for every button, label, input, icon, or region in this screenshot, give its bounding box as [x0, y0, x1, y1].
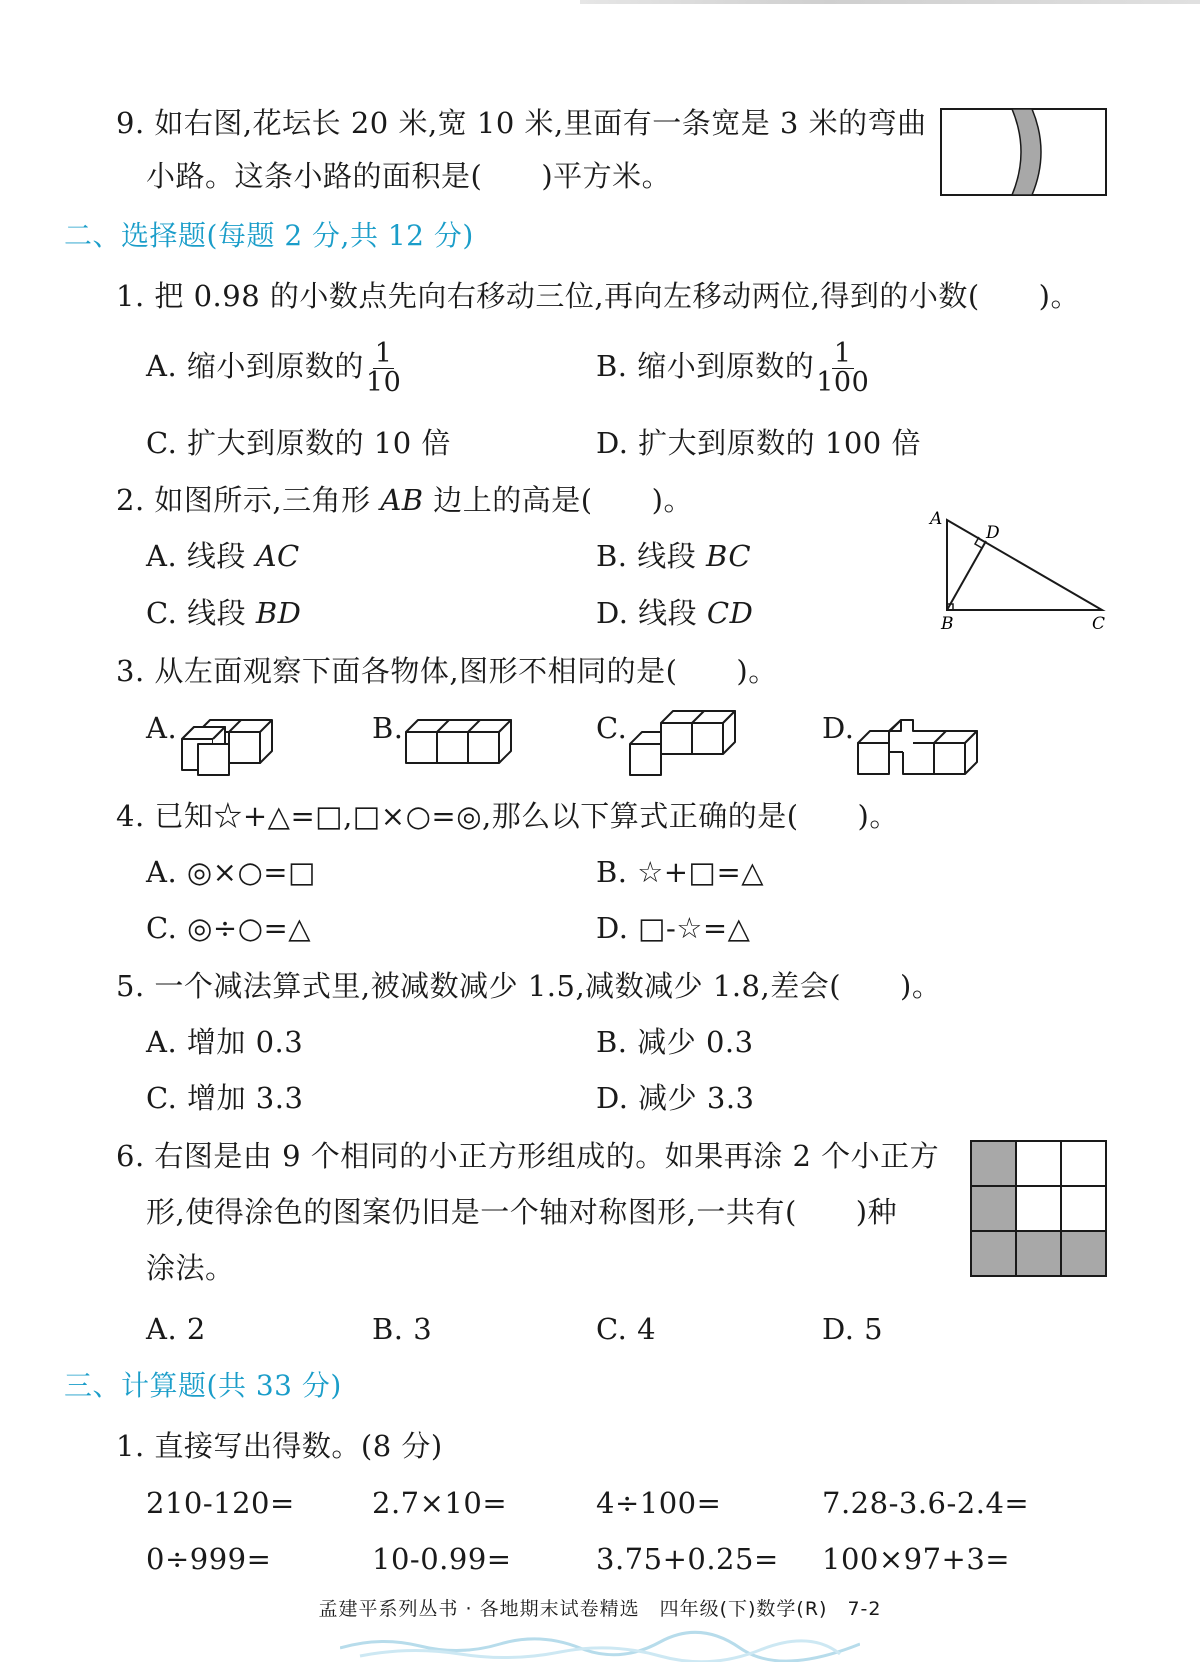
- calc-item: 7.28-3.6-2.4=: [822, 1486, 1030, 1520]
- mc-q2-option-a: [146, 538, 300, 574]
- cube-figure-c: [628, 708, 738, 776]
- mc-q4-option-a: A. ◎×○=□: [146, 855, 316, 889]
- mc-q3-option-a-label: A.: [146, 711, 178, 745]
- mc-q5-stem: 5. 一个减法算式里,被减数减少 1.5,减数减少 1.8,差会( )。: [116, 969, 942, 1003]
- calc-item: 210-120=: [146, 1486, 295, 1520]
- mc-q6-line1: 6. 右图是由 9 个相同的小正方形组成的。如果再涂 2 个小正方: [116, 1139, 940, 1173]
- mc-q3-stem: 3. 从左面观察下面各物体,图形不相同的是( )。: [116, 654, 778, 688]
- mc-q1-option-c: C. 扩大到原数的 10 倍: [146, 426, 451, 460]
- grid-cell-shaded: [971, 1141, 1016, 1186]
- calc-item: 10-0.99=: [372, 1542, 512, 1576]
- mc-q2-stem-segment: AB: [380, 483, 424, 517]
- fraction-numerator: 1: [374, 337, 393, 369]
- mc-q6-line2: 形,使得涂色的图案仍旧是一个轴对称图形,一共有( )种: [146, 1195, 898, 1229]
- mc-q1-option-a-text: A. 缩小到原数的: [146, 349, 364, 383]
- mc-q2-stem: [116, 482, 693, 518]
- label-c: C: [1092, 614, 1106, 634]
- mc-q3-option-b-label: B.: [372, 711, 404, 745]
- calc-item: 4÷100=: [596, 1486, 722, 1520]
- section2-title: 二、选择题: [64, 219, 207, 252]
- top-edge-bar: [580, 0, 1200, 4]
- calc-item: 100×97+3=: [822, 1542, 1011, 1576]
- mc-q1-option-b: [596, 336, 869, 397]
- mc-q3-option-d-label: D.: [822, 711, 855, 745]
- mc-q4-option-d: D. □-☆=△: [596, 911, 751, 945]
- option-prefix: D. 线段: [596, 596, 707, 630]
- mc-q6-option-b: B. 3: [372, 1312, 433, 1346]
- label-a: A: [930, 509, 943, 529]
- mc-q5-option-d: D. 减少 3.3: [596, 1081, 755, 1115]
- mc-q4-stem: 4. 已知☆+△=□,□×○=◎,那么以下算式正确的是( )。: [116, 799, 899, 833]
- calc-item: 3.75+0.25=: [596, 1542, 779, 1576]
- mc-q2-stem-post: 边上的高是( )。: [423, 483, 693, 517]
- section3-title: 三、计算题: [64, 1369, 207, 1402]
- fraction-1-10: [365, 337, 402, 398]
- flowerbed-figure: [940, 108, 1108, 198]
- option-prefix: B. 线段: [596, 539, 706, 573]
- grid-cell-shaded: [1016, 1231, 1061, 1276]
- cube-figure-a: [180, 708, 280, 776]
- mc-q4-option-b: B. ☆+□=△: [596, 855, 765, 889]
- calc-item: 2.7×10=: [372, 1486, 508, 1520]
- segment-label: CD: [706, 596, 754, 630]
- fraction-denominator: 10: [365, 366, 402, 398]
- footer-wave-decoration: [340, 1628, 860, 1662]
- option-prefix: C. 线段: [146, 596, 256, 630]
- section3-heading: [64, 1368, 342, 1404]
- mc-q1-option-b-text: B. 缩小到原数的: [596, 349, 815, 383]
- q9-line1: 9. 如右图,花坛长 20 米,宽 10 米,里面有一条宽是 3 米的弯曲: [116, 106, 927, 140]
- label-d: D: [986, 523, 1000, 543]
- cube-figure-b: [404, 716, 516, 772]
- mc-q3-option-c-label: C.: [596, 711, 628, 745]
- mc-q5-option-b: B. 减少 0.3: [596, 1025, 754, 1059]
- segment-label: BD: [255, 596, 302, 630]
- mc-q6-option-c: C. 4: [596, 1312, 657, 1346]
- grid-figure: [970, 1140, 1108, 1278]
- mc-q2-option-c: [146, 595, 301, 631]
- mc-q1-stem: 1. 把 0.98 的小数点先向右移动三位,再向左移动两位,得到的小数( )。: [116, 279, 1080, 313]
- triangle-figure: [920, 505, 1120, 635]
- q9-line2: 小路。这条小路的面积是( )平方米。: [146, 159, 672, 193]
- fraction-numerator: 1: [833, 337, 852, 369]
- mc-q1-option-a: [146, 336, 401, 397]
- mc-q6-line3: 涂法。: [146, 1251, 235, 1285]
- grid-cell-shaded: [971, 1186, 1016, 1231]
- mc-q6-option-a: A. 2: [146, 1312, 206, 1346]
- fraction-1-100: [816, 337, 870, 398]
- page-footer: 孟建平系列丛书 · 各地期末试卷精选 四年级(下)数学(R) 7-2: [318, 1598, 882, 1620]
- segment-label: AC: [255, 539, 300, 573]
- segment-label: BC: [705, 539, 752, 573]
- option-prefix: A. 线段: [146, 539, 256, 573]
- mc-q1-option-d: D. 扩大到原数的 100 倍: [596, 426, 921, 460]
- section3-score: (共 33 分): [206, 1369, 342, 1402]
- mc-q2-stem-pre: 2. 如图所示,三角形: [116, 483, 381, 517]
- calc-item: 0÷999=: [146, 1542, 272, 1576]
- label-b: B: [941, 614, 954, 634]
- mc-q5-option-a: A. 增加 0.3: [146, 1025, 304, 1059]
- mc-q2-option-b: [596, 538, 751, 574]
- mc-q6-option-d: D. 5: [822, 1312, 884, 1346]
- cube-figure-d: [856, 716, 982, 776]
- mc-q5-option-c: C. 增加 3.3: [146, 1081, 304, 1115]
- fraction-denominator: 100: [816, 366, 870, 398]
- mc-q4-option-c: C. ◎÷○=△: [146, 911, 312, 945]
- calc-q1-stem: 1. 直接写出得数。(8 分): [116, 1429, 443, 1463]
- mc-q2-option-d: [596, 595, 753, 631]
- section2-score: (每题 2 分,共 12 分): [206, 219, 474, 252]
- grid-cell-shaded: [1061, 1231, 1106, 1276]
- grid-cell-shaded: [971, 1231, 1016, 1276]
- section2-heading: [64, 218, 474, 254]
